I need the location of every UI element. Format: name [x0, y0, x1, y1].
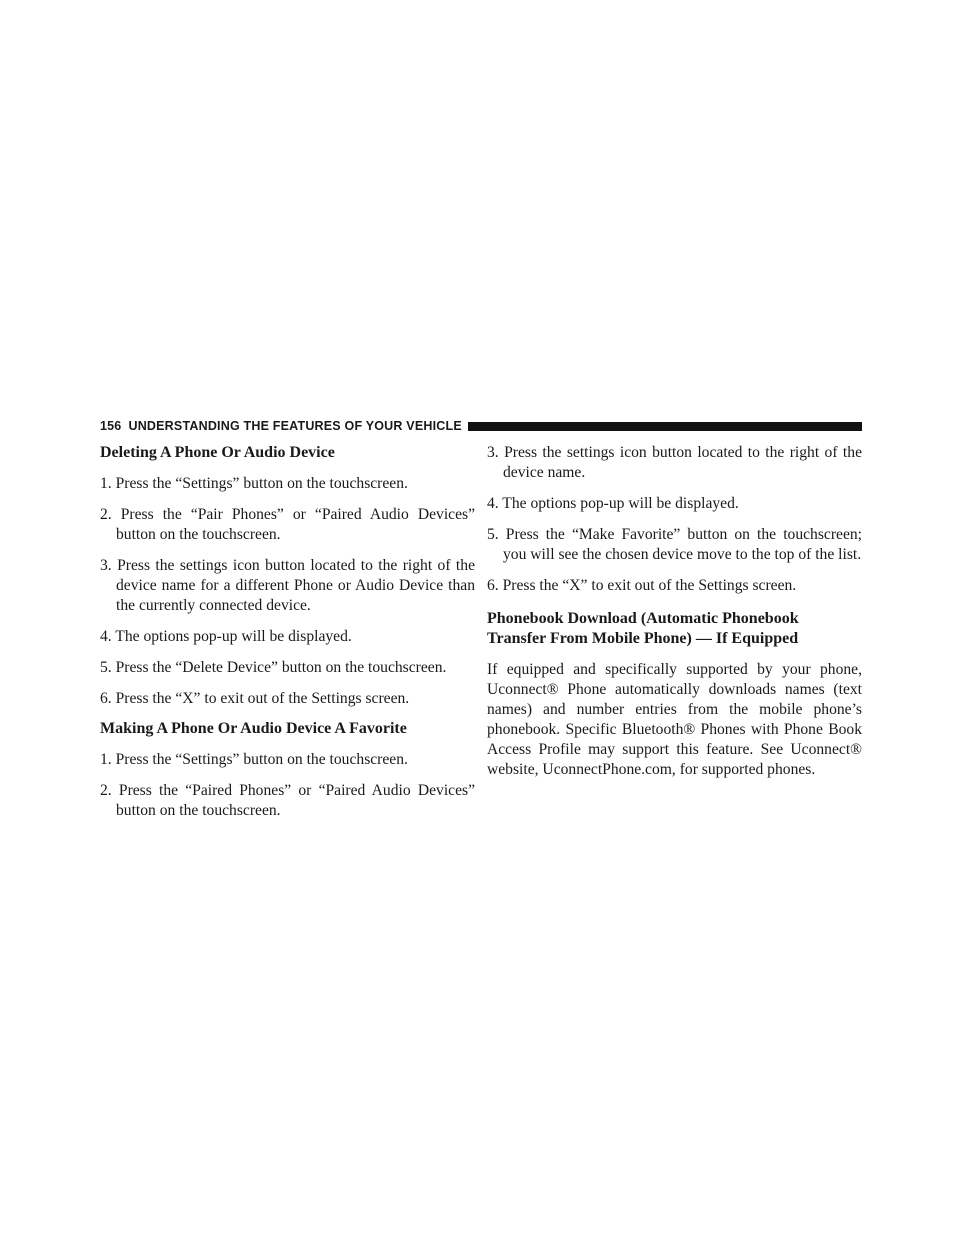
- chapter-title: UNDERSTANDING THE FEATURES OF YOUR VEHICLE: [128, 419, 462, 433]
- phonebook-paragraph: If equipped and specifically supported by your phone, Uconnect® Phone automatically downloads names (text names) and number entries from the mobile phone’s phonebook. Specific Bluetooth® Phones with Phone Book Access Profile may support this feature. See Uconnect® website, UconnectPhone.com, for supported phones.: [487, 661, 862, 778]
- make-favorite-steps-continued: [487, 443, 862, 596]
- list-item: 2. Press the “Paired Phones” or “Paired Audio Devices” button on the touchscreen.: [100, 782, 475, 819]
- list-item: 6. Press the “X” to exit out of the Settings screen.: [100, 690, 410, 707]
- list-item: 1. Press the “Settings” button on the touchscreen.: [100, 751, 408, 768]
- section-heading-phonebook-download: [487, 609, 862, 649]
- list-item: 6. Press the “X” to exit out of the Settings screen.: [487, 577, 797, 594]
- make-favorite-steps: [100, 750, 475, 821]
- list-item: 4. The options pop-up will be displayed.: [487, 495, 739, 512]
- right-column: [487, 443, 862, 780]
- deleting-device-steps: [100, 474, 475, 709]
- heading-line-1: Phonebook Download (Automatic Phonebook: [487, 610, 799, 627]
- header-rule: [468, 422, 862, 431]
- section-heading-make-favorite: Making A Phone Or Audio Device A Favorite: [100, 720, 407, 737]
- page-header: [100, 419, 862, 433]
- page-number: 156: [100, 419, 122, 433]
- left-column: [100, 443, 475, 831]
- list-item: 4. The options pop-up will be displayed.: [100, 628, 352, 645]
- heading-line-2: Transfer From Mobile Phone) — If Equipped: [487, 630, 799, 647]
- list-item: 5. Press the “Delete Device” button on the touchscreen.: [100, 659, 447, 676]
- list-item: 2. Press the “Pair Phones” or “Paired Audio Devices” button on the touchscreen.: [100, 506, 475, 543]
- list-item: 3. Press the settings icon button located to the right of the device name for a different Phone or Audio Device than the currently connected device.: [100, 557, 475, 614]
- list-item: 1. Press the “Settings” button on the touchscreen.: [100, 475, 408, 492]
- list-item: 3. Press the settings icon button located to the right of the device name.: [487, 444, 862, 481]
- list-item: 5. Press the “Make Favorite” button on the touchscreen; you will see the chosen device move to the top of the list.: [487, 526, 862, 563]
- section-heading-deleting-device: Deleting A Phone Or Audio Device: [100, 444, 335, 461]
